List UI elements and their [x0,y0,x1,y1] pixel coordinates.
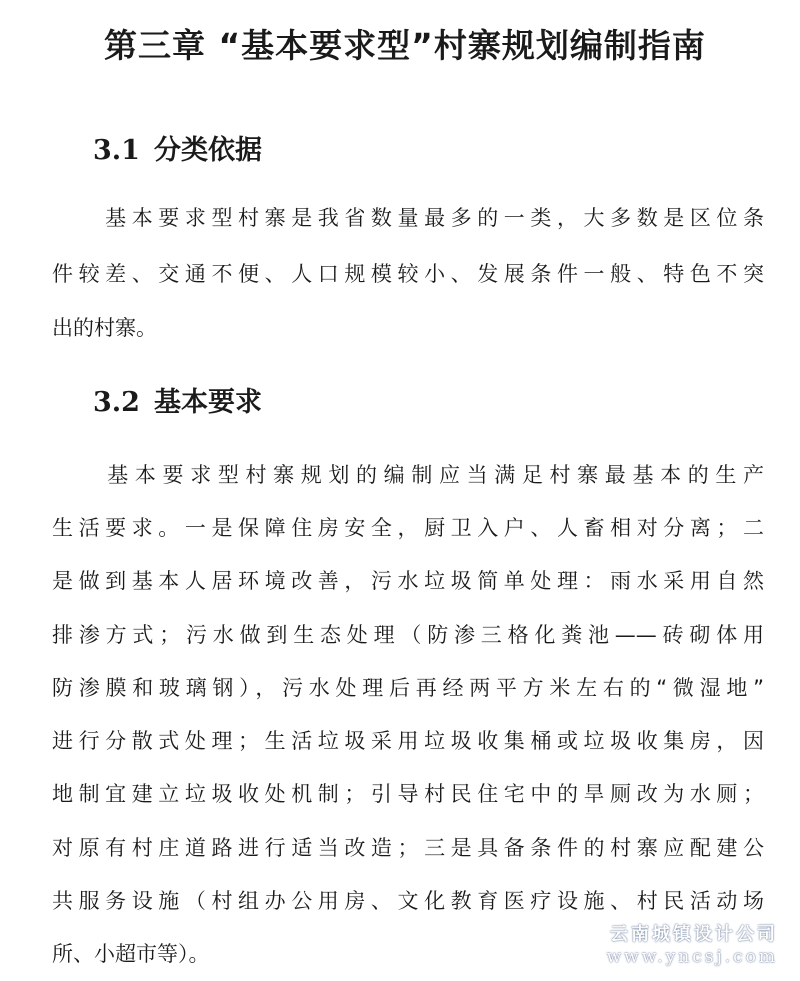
section-heading-3-2 [93,380,262,419]
section-number: 3.1 [93,135,140,166]
paragraph-line: 是做到基本人居环境改善，污水垃圾简单处理：雨水采用自然 [52,569,764,593]
watermark-company-name: 云南城镇设计公司 [610,924,778,945]
paragraph-line: 共服务设施（村组办公用房、文化教育医疗设施、村民活动场 [52,889,764,913]
paragraph-line: 进行分散式处理；生活垃圾采用垃圾收集桶或垃圾收集房，因 [52,729,764,753]
paragraph-line: 基本要求型村寨是我省数量最多的一类，大多数是区位条 [52,206,764,230]
section-heading-3-1 [93,128,262,167]
paragraph-line: 件较差、交通不便、人口规模较小、发展条件一般、特色不突 [52,262,764,286]
watermark [607,924,778,968]
paragraph-line: 防渗膜和玻璃钢），污水处理后再经两平方米左右的“微湿地” [52,676,764,700]
paragraph-line: 地制宜建立垃圾收处机制；引导村民住宅中的旱厕改为水厕； [52,782,764,806]
chapter-title: 第三章 “基本要求型”村寨规划编制指南 [104,26,706,65]
paragraph-line: 出的村寨。 [52,316,157,340]
paragraph-line: 排渗方式；污水做到生态处理（防渗三格化粪池——砖砌体用 [52,623,764,647]
paragraph-line: 所、小超市等）。 [52,942,210,966]
paragraph-line: 生活要求。一是保障住房安全，厨卫入户、人畜相对分离；二 [52,516,764,540]
paragraph-line: 对原有村庄道路进行适当改造；三是具备条件的村寨应配建公 [52,836,764,860]
section-title: 基本要求 [153,387,262,418]
paragraph-line: 基本要求型村寨规划的编制应当满足村寨最基本的生产 [52,463,764,487]
section-number: 3.2 [93,387,140,418]
watermark-url: www.yncsj.com [606,947,778,967]
section-title: 分类依据 [153,135,262,166]
